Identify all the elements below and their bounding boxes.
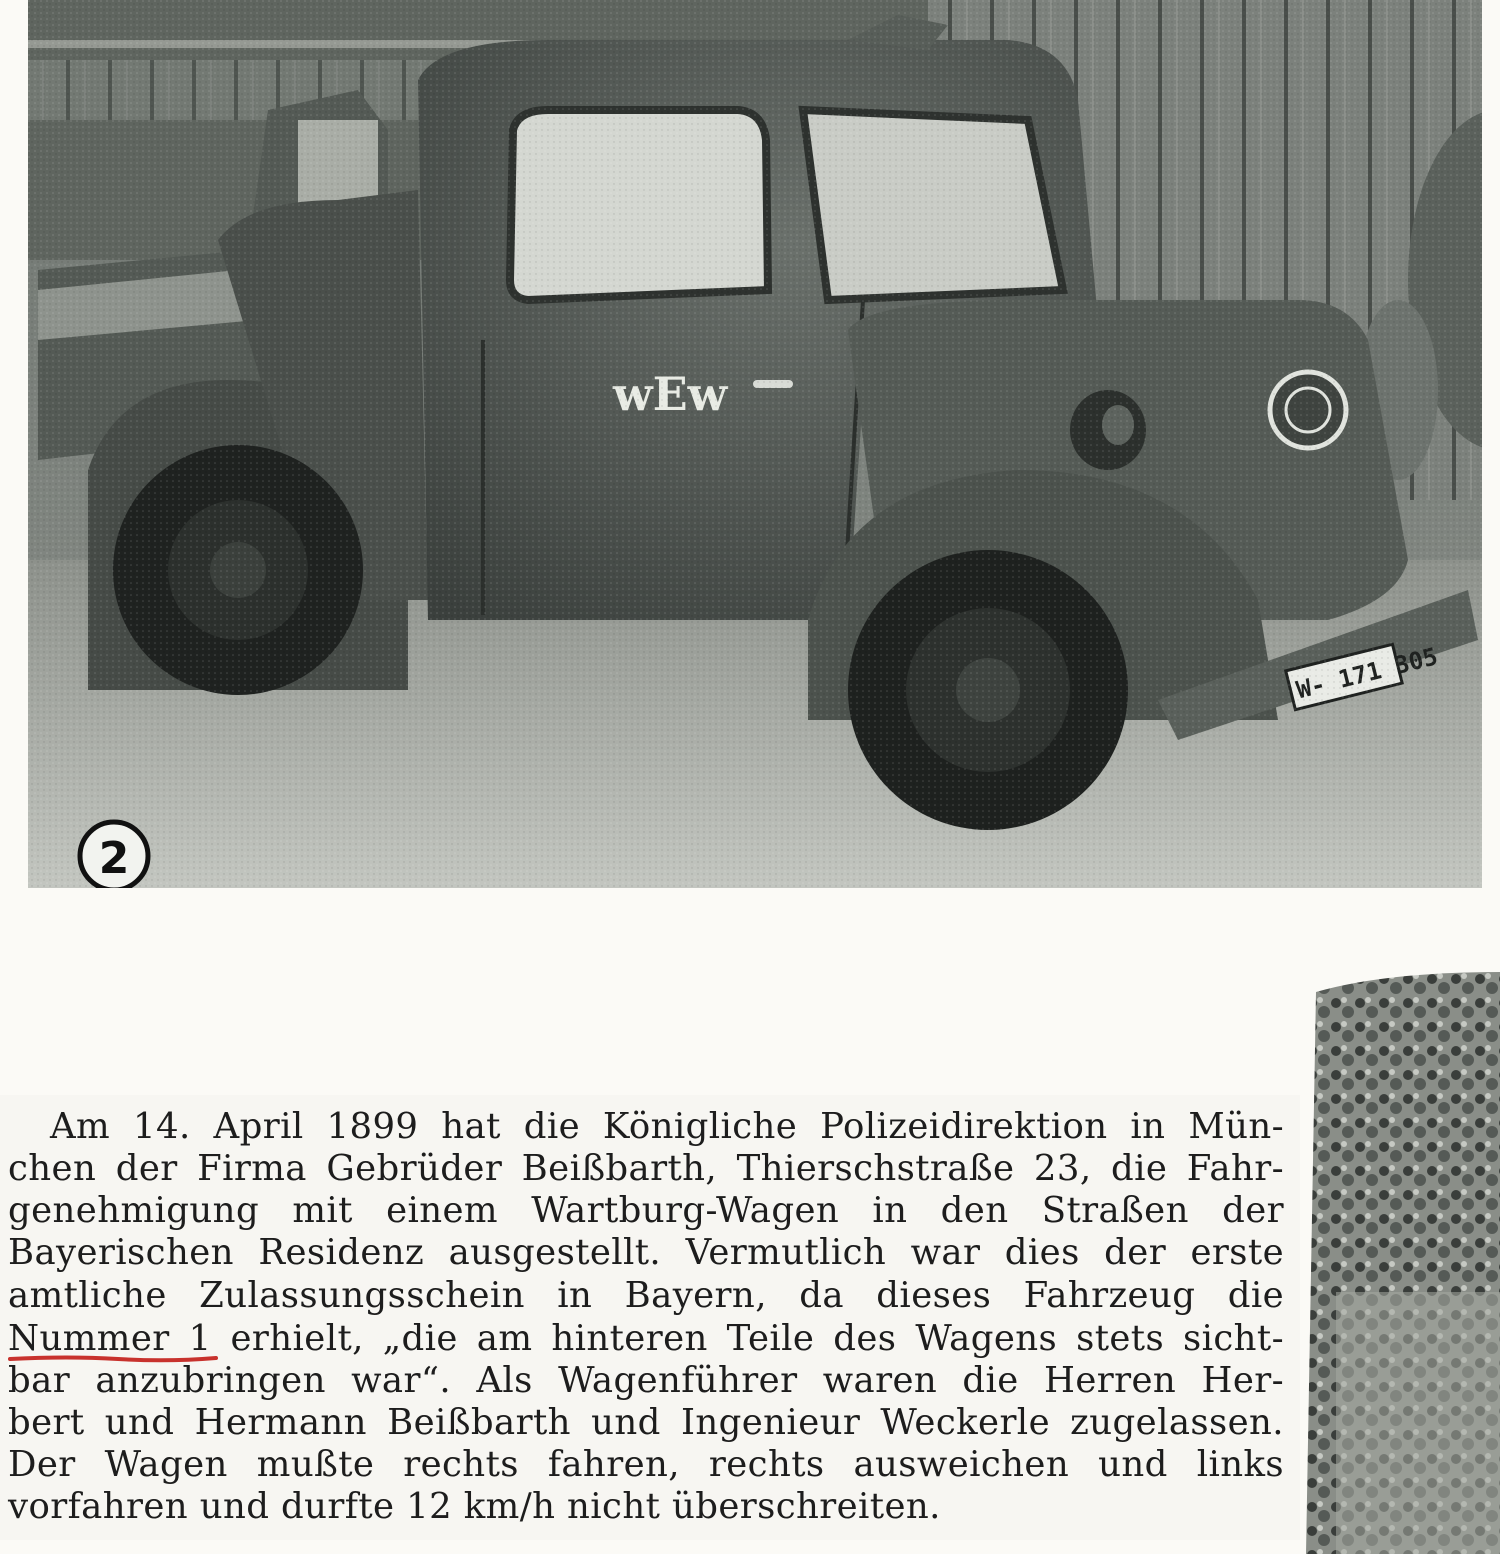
figure-number-badge (80, 822, 148, 888)
article-line: amtliche Zulassungsschein in Bayern, da dieses Fahrzeug die (8, 1275, 1284, 1316)
article-line: genehmigung mit einem Wartburg-Wagen in den Straßen der (8, 1190, 1284, 1231)
article-line: bar anzubringen war“. Als Wagenführer waren die Herren Her- (8, 1360, 1284, 1401)
article-line: Am 14. April 1899 hat die Königliche Polizeidirektion in Mün- (50, 1106, 1284, 1147)
article-line: Der Wagen mußte rechts fahren, rechts ausweichen und links (8, 1444, 1284, 1485)
article-line: bert und Hermann Beißbarth und Ingenieur Weckerle zugelassen. (8, 1402, 1284, 1443)
article-line: Nummer 1 erhielt, „die am hinteren Teile des Wagens stets sicht- (8, 1318, 1284, 1359)
adjacent-photo-fragment (1306, 972, 1500, 1554)
article-line: chen der Firma Gebrüder Beißbarth, Thierschstraße 23, die Fahr- (8, 1148, 1284, 1189)
article-line: vorfahren und durfte 12 km/h nicht überschreiten. (8, 1486, 941, 1527)
article-line: Bayerischen Residenz ausgestellt. Vermutlich war dies der erste (8, 1232, 1284, 1273)
red-underline-mark (8, 1354, 218, 1364)
truck-photo (28, 0, 1482, 888)
figure-number: 2 (98, 833, 130, 884)
